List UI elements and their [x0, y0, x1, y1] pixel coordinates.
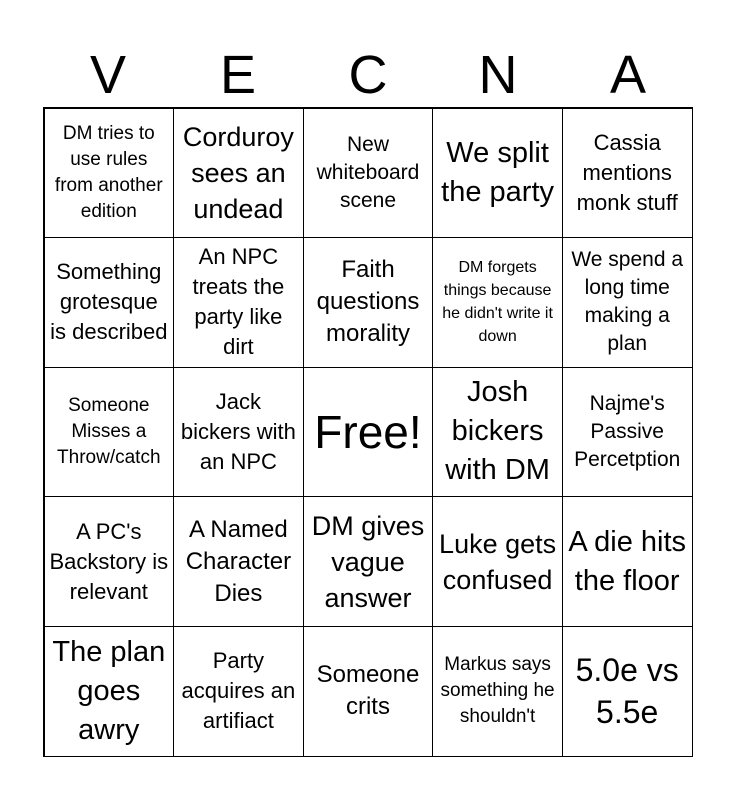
bingo-cell[interactable]: Jack bickers with an NPC — [173, 367, 304, 498]
header-letter-e: E — [219, 45, 257, 105]
bingo-header — [43, 42, 693, 108]
bingo-cell[interactable]: We split the party — [432, 108, 563, 239]
bingo-cell[interactable]: DM forgets things because he didn't write it down — [432, 237, 563, 368]
bingo-cell[interactable]: A die hits the floor — [562, 496, 693, 627]
bingo-cell[interactable]: New whiteboard scene — [303, 108, 434, 239]
bingo-cell[interactable]: We spend a long time making a plan — [562, 237, 693, 368]
bingo-cell[interactable]: The plan goes awry — [44, 626, 175, 757]
bingo-cell[interactable]: A PC's Backstory is relevant — [44, 496, 175, 627]
bingo-cell[interactable]: Faith questions morality — [303, 237, 434, 368]
bingo-cell[interactable]: Someone crits — [303, 626, 434, 757]
bingo-cell[interactable]: Corduroy sees an undead — [173, 108, 304, 239]
header-letter-v: V — [89, 45, 127, 105]
header-letter-c: C — [348, 45, 388, 105]
bingo-cell[interactable]: Najme's Passive Percetption — [562, 367, 693, 498]
bingo-grid — [43, 107, 693, 757]
bingo-cell[interactable]: 5.0e vs 5.5e — [562, 626, 693, 757]
bingo-cell[interactable]: DM gives vague answer — [303, 496, 434, 627]
bingo-cell[interactable]: Josh bickers with DM — [432, 367, 563, 498]
bingo-cell[interactable]: Party acquires an artifiact — [173, 626, 304, 757]
bingo-cell[interactable]: A Named Character Dies — [173, 496, 304, 627]
bingo-cell[interactable]: Markus says something he shouldn't — [432, 626, 563, 757]
bingo-cell[interactable]: Luke gets confused — [432, 496, 563, 627]
header-letter-a: A — [609, 45, 647, 105]
bingo-cell[interactable]: An NPC treats the party like dirt — [173, 237, 304, 368]
bingo-cell[interactable]: Something grotesque is described — [44, 237, 175, 368]
bingo-cell[interactable]: Cassia mentions monk stuff — [562, 108, 693, 239]
bingo-cell[interactable]: DM tries to use rules from another edition — [44, 108, 175, 239]
bingo-cell[interactable]: Someone Misses a Throw/catch — [44, 367, 175, 498]
header-letter-n: N — [478, 45, 518, 105]
free-space[interactable]: Free! — [303, 367, 434, 498]
